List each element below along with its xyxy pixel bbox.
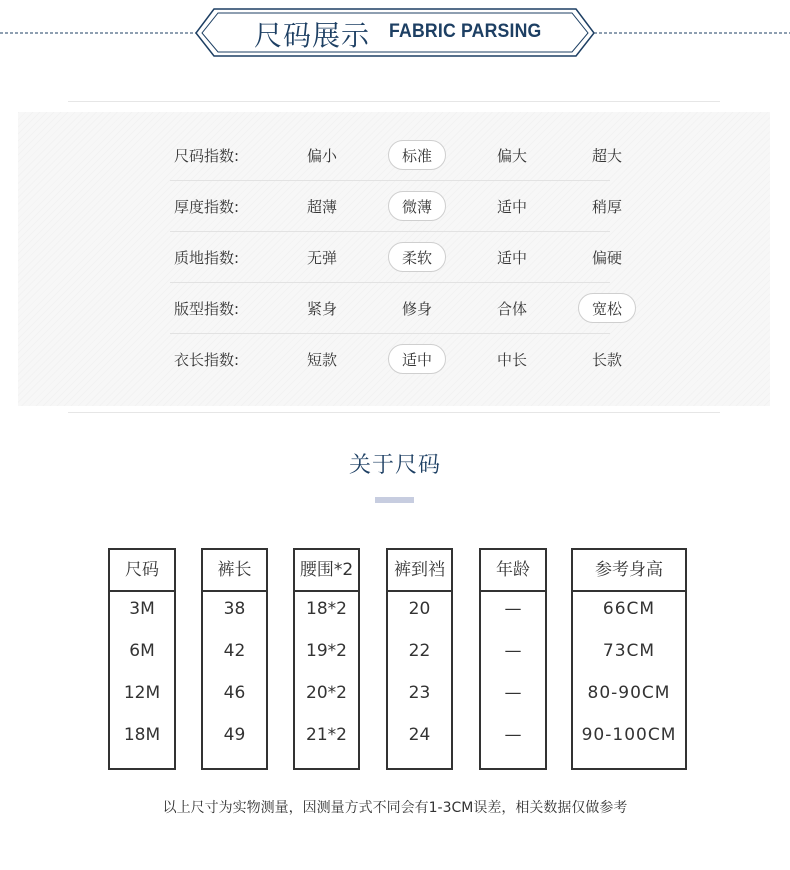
index-option: 合体 bbox=[496, 300, 527, 318]
table-cell: 6M bbox=[129, 641, 155, 661]
index-label: 尺码指数: bbox=[174, 147, 240, 165]
table-cell: 24 bbox=[408, 725, 431, 745]
index-row bbox=[18, 334, 770, 385]
column-header: 尺码 bbox=[110, 550, 174, 592]
header-banner bbox=[0, 0, 790, 64]
section-title: 关于尺码 bbox=[348, 453, 441, 478]
table-cell: 12M bbox=[123, 683, 161, 703]
column-header: 裤长 bbox=[203, 550, 266, 592]
index-option: 适中 bbox=[496, 249, 527, 267]
index-label: 质地指数: bbox=[174, 249, 240, 267]
table-cell: 19*2 bbox=[306, 641, 347, 661]
index-option-selected: 宽松 bbox=[578, 293, 636, 323]
table-cell: 46 bbox=[223, 683, 246, 703]
table-cell: 22 bbox=[408, 641, 431, 661]
banner-subtitle: FABRIC PARSING bbox=[389, 21, 542, 42]
table-cell: 38 bbox=[223, 599, 246, 619]
size-column bbox=[201, 548, 268, 770]
table-cell: 3M bbox=[129, 599, 155, 619]
table-cell: 20 bbox=[408, 599, 431, 619]
column-header: 腰围*2 bbox=[295, 550, 358, 592]
index-option: 长款 bbox=[591, 351, 622, 369]
column-header: 裤到裆 bbox=[388, 550, 451, 592]
column-header: 年龄 bbox=[481, 550, 545, 592]
title-underline bbox=[375, 497, 414, 503]
index-label: 版型指数: bbox=[174, 300, 240, 318]
table-cell: 21*2 bbox=[306, 725, 347, 745]
index-option-selected: 柔软 bbox=[388, 242, 446, 272]
index-option: 偏小 bbox=[306, 147, 337, 165]
table-cell: 49 bbox=[223, 725, 246, 745]
table-cell: 73CM bbox=[602, 641, 656, 661]
size-column bbox=[108, 548, 176, 770]
index-row bbox=[18, 181, 770, 232]
table-cell: 42 bbox=[223, 641, 246, 661]
size-column bbox=[293, 548, 360, 770]
table-cell: — bbox=[504, 641, 522, 661]
index-option-selected: 微薄 bbox=[388, 191, 446, 221]
size-column bbox=[479, 548, 547, 770]
table-cell: 23 bbox=[408, 683, 431, 703]
divider-top bbox=[68, 101, 720, 102]
table-cell: 80-90CM bbox=[587, 683, 671, 703]
table-cell: 66CM bbox=[602, 599, 656, 619]
table-cell: 20*2 bbox=[306, 683, 347, 703]
index-option: 偏硬 bbox=[591, 249, 622, 267]
index-row bbox=[18, 283, 770, 334]
footer-note: 以上尺寸为实物测量，因测量方式不同会有1-3CM误差，相关数据仅做参考 bbox=[162, 800, 628, 816]
divider-bottom bbox=[68, 412, 720, 413]
table-cell: 18*2 bbox=[306, 599, 347, 619]
index-option: 超大 bbox=[591, 147, 622, 165]
size-column bbox=[571, 548, 687, 770]
size-column bbox=[386, 548, 453, 770]
table-cell: 18M bbox=[123, 725, 161, 745]
index-option: 短款 bbox=[306, 351, 337, 369]
index-option: 修身 bbox=[401, 300, 432, 318]
table-cell: — bbox=[504, 683, 522, 703]
column-header: 参考身高 bbox=[573, 550, 685, 592]
index-option: 超薄 bbox=[306, 198, 337, 216]
index-panel bbox=[18, 112, 770, 406]
index-option: 无弹 bbox=[306, 249, 337, 267]
index-row bbox=[18, 232, 770, 283]
index-option: 偏大 bbox=[496, 147, 527, 165]
table-cell: — bbox=[504, 599, 522, 619]
index-option: 适中 bbox=[496, 198, 527, 216]
index-option: 紧身 bbox=[306, 300, 337, 318]
table-cell: 90-100CM bbox=[581, 725, 677, 745]
index-label: 厚度指数: bbox=[174, 198, 240, 216]
index-option-selected: 标准 bbox=[388, 140, 446, 170]
index-option: 稍厚 bbox=[591, 198, 622, 216]
index-option-selected: 适中 bbox=[388, 344, 446, 374]
index-label: 衣长指数: bbox=[174, 351, 240, 369]
table-cell: — bbox=[504, 725, 522, 745]
banner-title: 尺码展示 bbox=[254, 19, 371, 52]
index-option: 中长 bbox=[496, 351, 527, 369]
index-row bbox=[18, 130, 770, 181]
